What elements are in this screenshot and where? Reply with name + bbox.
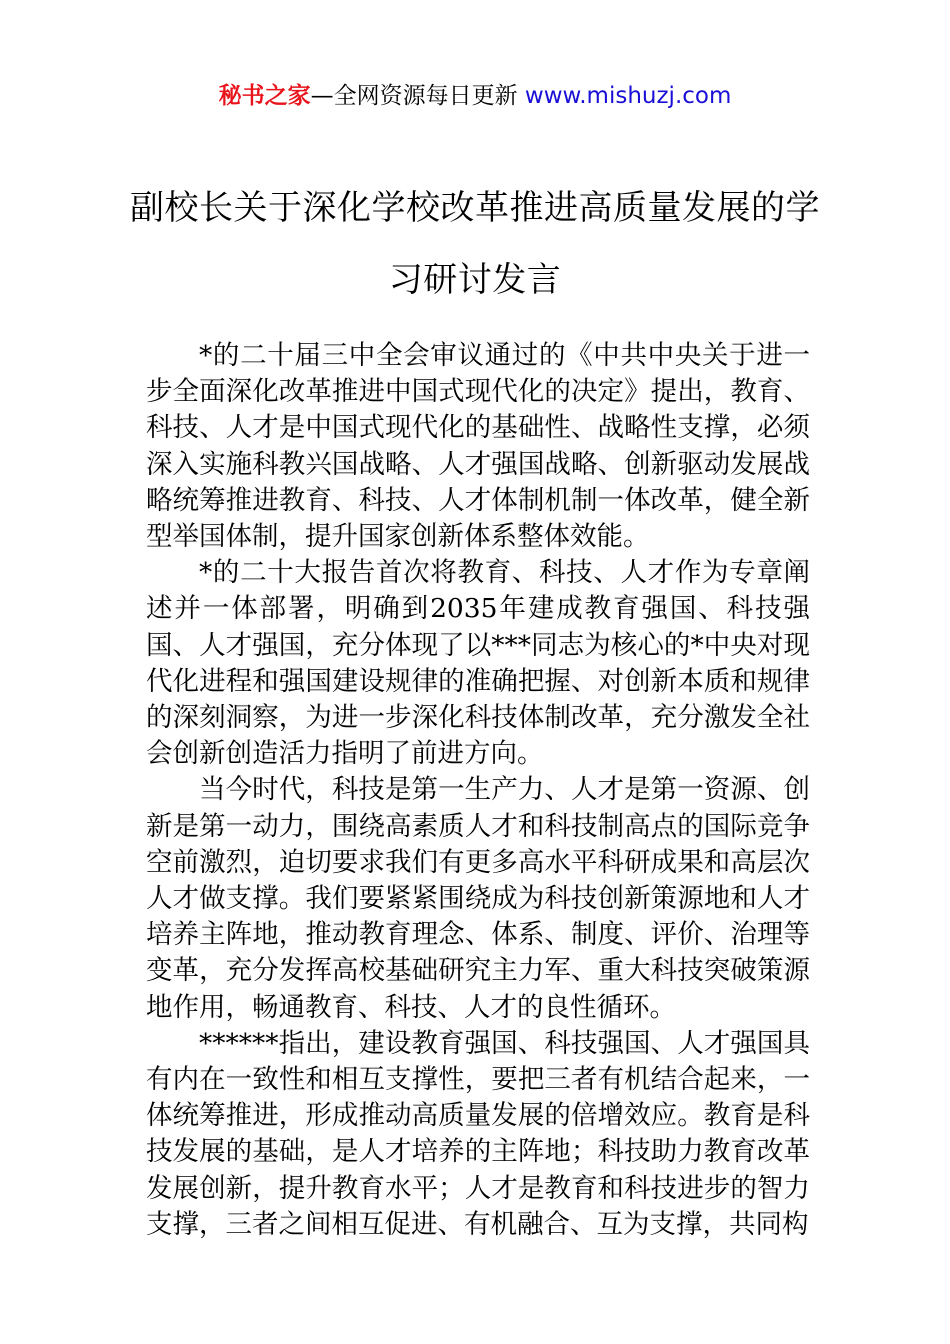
document-body: [146, 338, 810, 1243]
document-title: 副校长关于深化学校改革推进高质量发展的学习研讨发言: [130, 188, 820, 300]
paragraph: ******指出，建设教育强国、科技强国、人才强国具有内在一致性和相互支撑性，要把三者有机结合起来，一体统筹推进，形成推动高质量发展的倍增效应。教育是科技发展的基础，是人才培养的主阵地；科技助力教育改革发展创新，提升教育水平；人才是教育和科技进步的智力支撑，三者之间相互促进、有机融合、互为支撑，共同构: [146, 1027, 810, 1240]
site-tagline: —全网资源每日更新: [310, 83, 525, 109]
site-header: [0, 80, 950, 112]
site-url-link[interactable]: www.mishuzj.com: [524, 83, 732, 109]
site-brand: 秘书之家: [218, 83, 311, 109]
paragraph: 当今时代，科技是第一生产力、人才是第一资源、创新是第一动力，围绕高素质人才和科技制高点的国际竞争空前激烈，迫切要求我们有更多高水平科研成果和高层次人才做支撑。我们要紧紧围绕成为科技创新策源地和人才培养主阵地，推动教育理念、体系、制度、评价、治理等变革，充分发挥高校基础研究主力军、重大科技突破策源地作用，畅通教育、科技、人才的良性循环。: [146, 774, 810, 1023]
paragraph: *的二十届三中全会审议通过的《中共中央关于进一步全面深化改革推进中国式现代化的决定》提出，教育、科技、人才是中国式现代化的基础性、战略性支撑，必须深入实施科教兴国战略、人才强国战略、创新驱动发展战略统筹推进教育、科技、人才体制机制一体改革，健全新型举国体制，提升国家创新体系整体效能。: [146, 340, 810, 553]
paragraph: *的二十大报告首次将教育、科技、人才作为专章阐述并一体部署，明确到2035年建成教育强国、科技强国、人才强国，充分体现了以***同志为核心的*中央对现代化进程和强国建设规律的准确把握、对创新本质和规律的深刻洞察，为进一步深化科技体制改革，充分激发全社会创新创造活力指明了前进方向。: [146, 557, 810, 770]
